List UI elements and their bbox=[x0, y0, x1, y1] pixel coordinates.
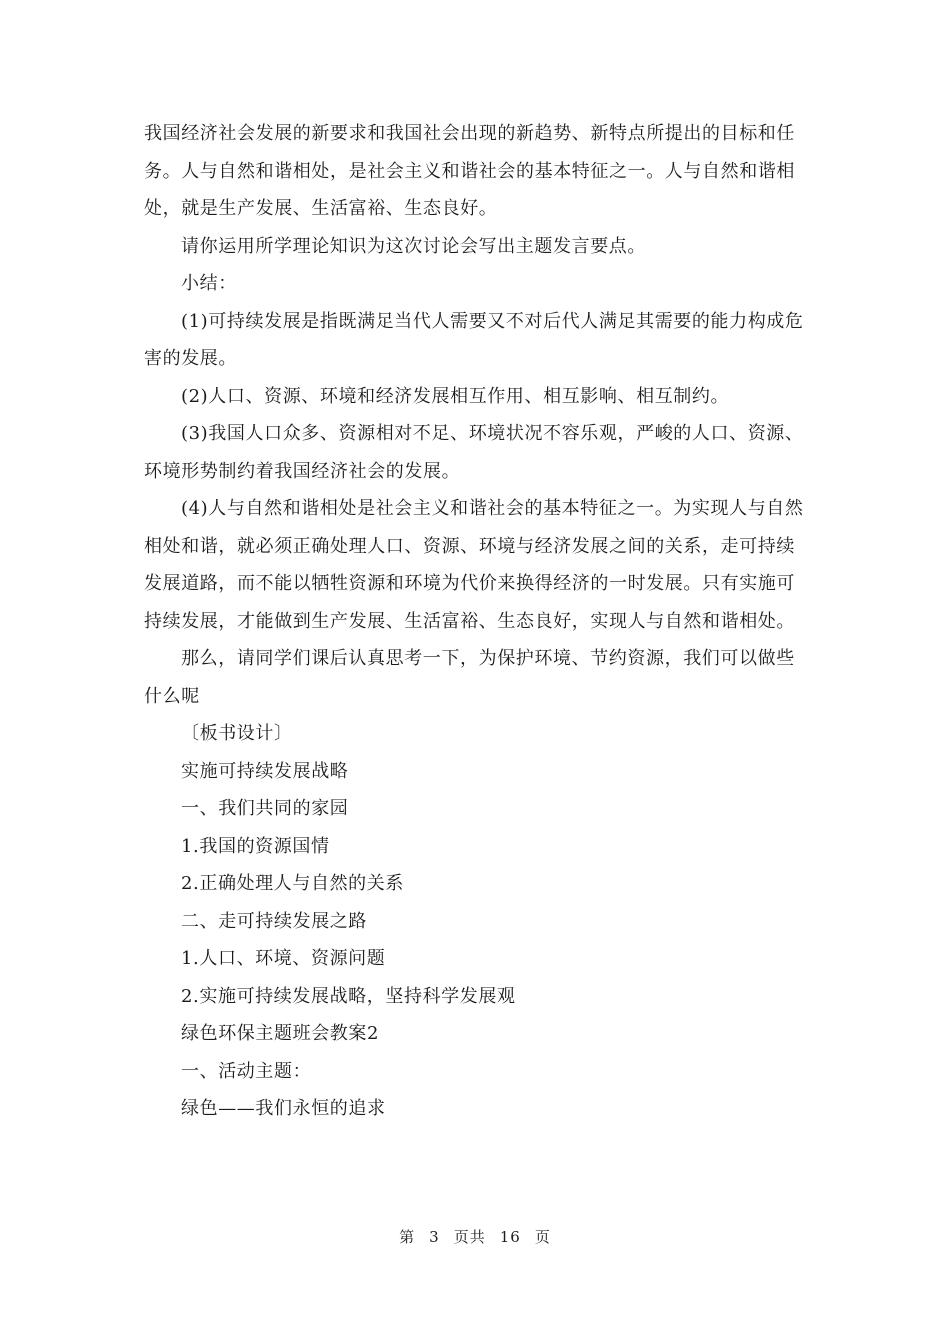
summary-item-1: (1)可持续发展是指既满足当代人需要又不对后代人满足其需要的能力构成危害的发展。 bbox=[144, 310, 804, 369]
document-body bbox=[144, 115, 809, 1128]
board-item-1-1: 1.我国的资源国情 bbox=[181, 835, 330, 857]
summary-item-2: (2)人口、资源、环境和经济发展相互作用、相互影响、相互制约。 bbox=[181, 385, 730, 407]
summary-heading: 小结： bbox=[181, 273, 237, 294]
lesson-plan-title: 绿色环保主题班会教案2 bbox=[181, 1023, 380, 1044]
activity-theme-heading: 一、活动主题： bbox=[181, 1060, 312, 1082]
footer-page-number: 3 bbox=[429, 1228, 440, 1246]
board-title: 实施可持续发展战略 bbox=[181, 760, 349, 782]
paragraph-prompt: 请你运用所学理论知识为这次讨论会写出主题发言要点。 bbox=[181, 235, 646, 257]
board-design-heading: 〔板书设计〕 bbox=[181, 723, 293, 744]
board-item-2-2: 2.实施可持续发展战略，坚持科学发展观 bbox=[181, 985, 516, 1007]
summary-item-3: (3)我国人口众多、资源相对不足、环境状况不容乐观，严峻的人口、资源、环境形势制约着我国经济社会的发展。 bbox=[144, 423, 804, 482]
summary-item-4: (4)人与自然和谐相处是社会主义和谐社会的基本特征之一。为实现人与自然相处和谐，就必须正确处理人口、资源、环境与经济发展之间的关系，走可持续发展道路，而不能以牺牲资源和环境为代价来换得经济的一时发展。只有实施可持续发展，才能做到生产发展、生活富裕、生态良好，实现人与自然和谐相处。 bbox=[144, 498, 804, 632]
footer-prefix: 第 bbox=[399, 1228, 416, 1246]
board-section-2: 二、走可持续发展之路 bbox=[181, 910, 367, 932]
board-section-1: 一、我们共同的家园 bbox=[181, 798, 349, 819]
activity-theme: 绿色——我们永恒的追求 bbox=[181, 1098, 386, 1119]
paragraph-closing-question: 那么，请同学们课后认真思考一下，为保护环境、节约资源，我们可以做些什么呢 bbox=[144, 648, 795, 707]
footer-middle: 页共 bbox=[453, 1228, 486, 1246]
page-footer bbox=[0, 1226, 950, 1247]
footer-suffix: 页 bbox=[534, 1228, 551, 1246]
footer-total-pages: 16 bbox=[499, 1228, 521, 1246]
board-item-2-1: 1.人口、环境、资源问题 bbox=[181, 948, 386, 969]
board-item-1-2: 2.正确处理人与自然的关系 bbox=[181, 873, 404, 894]
paragraph-continuation: 我国经济社会发展的新要求和我国社会出现的新趋势、新特点所提出的目标和任务。人与自然和谐相处，是社会主义和谐社会的基本特征之一。人与自然和谐相处，就是生产发展、生活富裕、生态良好。 bbox=[144, 123, 795, 219]
